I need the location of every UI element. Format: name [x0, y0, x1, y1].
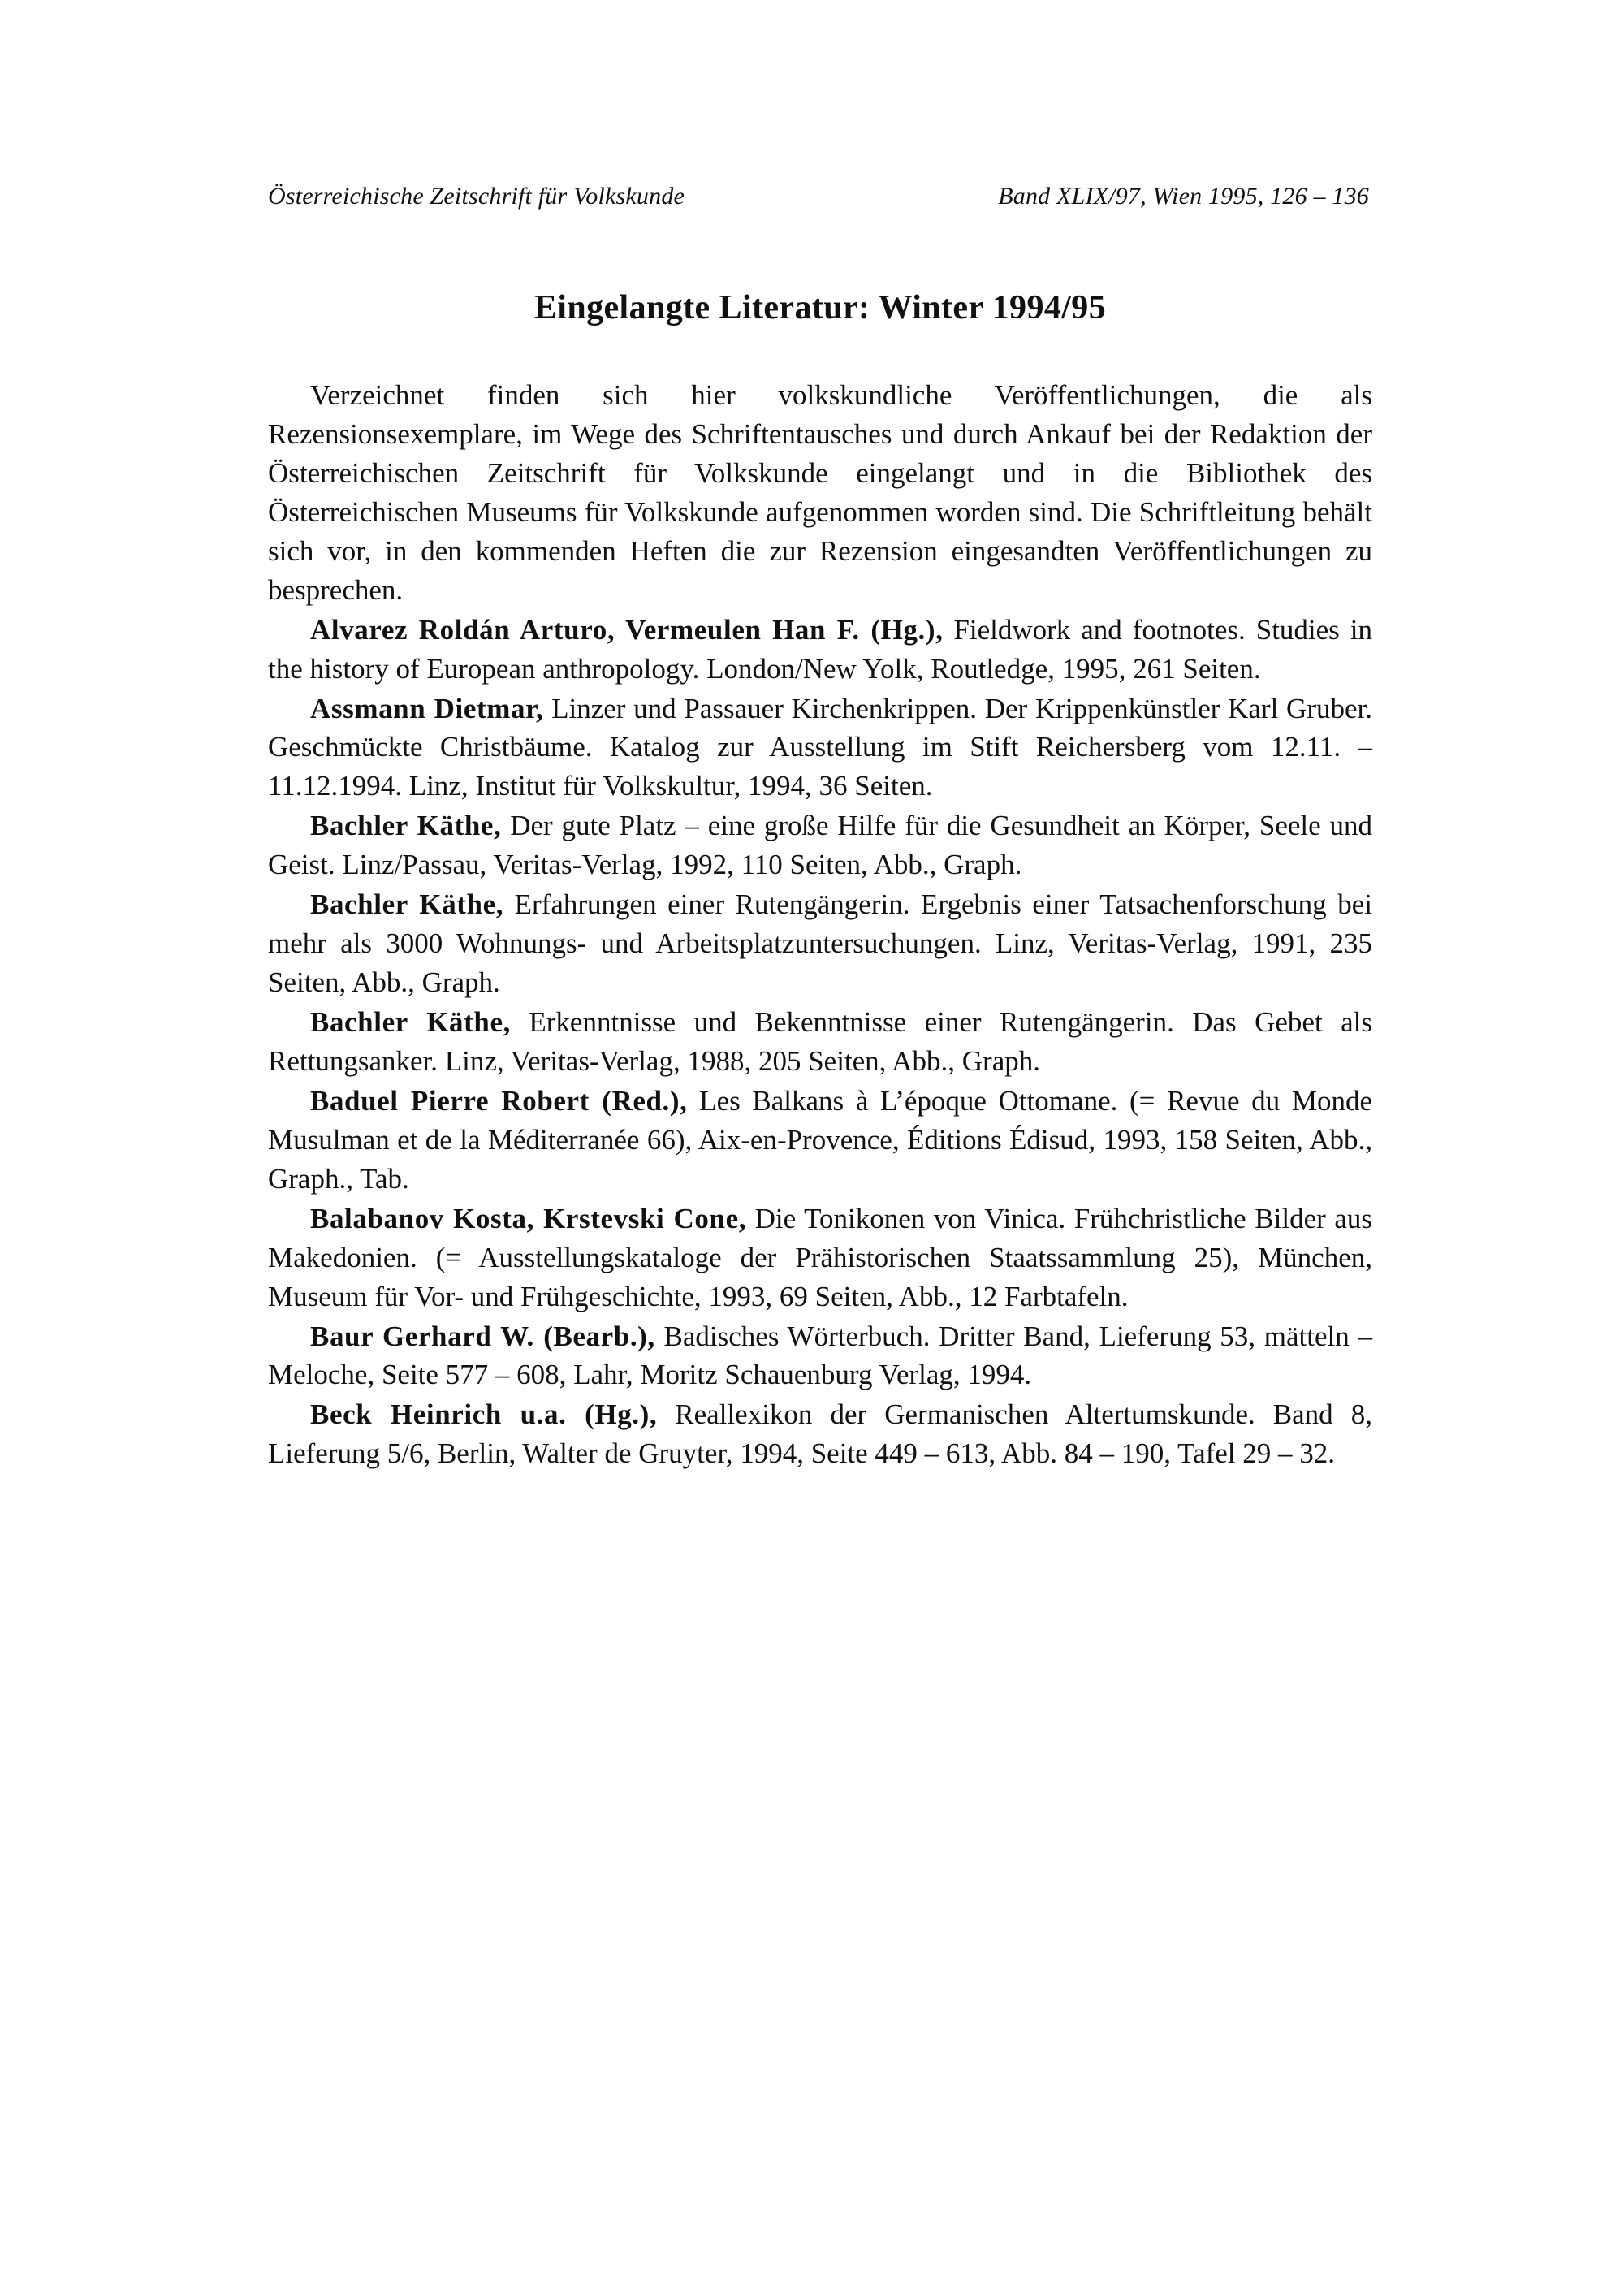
running-head-journal: Österreichische Zeitschrift für Volkskunde [268, 183, 685, 210]
page-title: Eingelangte Literatur: Winter 1994/95 [533, 289, 1107, 326]
entry-text: Badisches Wörterbuch. Dritter Band, Lieferung 53, mätteln – Meloche, Seite 577 – 608, Lahr, Moritz Schauenburg Verlag, 1994. [268, 1320, 1372, 1391]
entry-author: Assmann Dietmar, [310, 692, 544, 724]
entry-author: Bachler Käthe, [310, 888, 504, 921]
bibliography-entry [268, 885, 1372, 1002]
entry-text: Erfahrungen einer Rutengängerin. Ergebnis einer Tatsachenforschung bei mehr als 3000 Wohnungs- und Arbeitsplatzuntersuchungen. Linz, Veritas-Verlag, 1991, 235 Seiten, Abb., Graph. [268, 888, 1372, 999]
bibliography-entry [268, 1395, 1372, 1473]
bibliography-entry [268, 806, 1372, 884]
page-content [268, 183, 1372, 1473]
entry-author: Alvarez Roldán Arturo, Vermeulen Han F. (Hg.), [310, 613, 944, 646]
entry-author: Balabanov Kosta, Krstevski Cone, [310, 1202, 747, 1234]
entry-text: Fieldwork and footnotes. Studies in the history of European anthropology. London/New Yolk, Routledge, 1995, 261 Seiten. [268, 613, 1372, 685]
bibliography-entry [268, 1082, 1372, 1199]
entry-text: Die Tonikonen von Vinica. Frühchristliche Bilder aus Makedonien. (= Ausstellungskataloge der Prähistorischen Staatssammlung 25), München, Museum für Vor- und Frühgeschichte, 1993, 69 Seiten, Abb., 12 Farbtafeln. [268, 1202, 1372, 1312]
bibliography-entry [268, 689, 1372, 806]
bibliography-entry [268, 1317, 1372, 1395]
running-head-issue: Band XLIX/97, Wien 1995, 126 – 136 [998, 183, 1369, 210]
entry-author: Baur Gerhard W. (Bearb.), [310, 1320, 655, 1352]
entry-text: Reallexikon der Germanischen Altertumskunde. Band 8, Lieferung 5/6, Berlin, Walter de Gruyter, 1994, Seite 449 – 613, Abb. 84 – 190, Tafel 29 – 32. [268, 1398, 1372, 1470]
entry-author: Bachler Käthe, [310, 1006, 511, 1038]
entry-text: Linzer und Passauer Kirchenkrippen. Der Krippenkünstler Karl Gruber. Geschmückte Christbäume. Katalog zur Ausstellung im Stift Reichersberg vom 12.11. – 11.12.1994. Linz, Institut für Volkskultur, 1994, 36 Seiten. [268, 692, 1372, 802]
bibliography-list [268, 611, 1372, 1474]
running-head [268, 183, 1372, 210]
intro-paragraph: Verzeichnet finden sich hier volkskundliche Veröffentlichungen, die als Rezensionsexemplare, im Wege des Schriftentausches und durch Ankauf bei der Redaktion der Österreichischen Zeitschrift für Volkskunde eingelangt und in die Bibliothek des Österreichischen Museums für Volkskunde aufgenommen worden sind. Die Schriftleitung behält sich vor, in den kommenden Heften die zur Rezension eingesandten Veröffentlichungen zu besprechen. [268, 379, 1372, 606]
entry-text: Der gute Platz – eine große Hilfe für die Gesundheit an Körper, Seele und Geist. Linz/Passau, Veritas-Verlag, 1992, 110 Seiten, Abb., Graph. [268, 810, 1372, 881]
entry-author: Beck Heinrich u.a. (Hg.), [310, 1398, 658, 1431]
entry-author: Baduel Pierre Robert (Red.), [310, 1084, 688, 1117]
entry-text: Erkenntnisse und Bekenntnisse einer Rutengängerin. Das Gebet als Rettungsanker. Linz, Veritas-Verlag, 1988, 205 Seiten, Abb., Graph. [268, 1006, 1372, 1077]
bibliography-entry [268, 1003, 1372, 1081]
bibliography-entry [268, 1199, 1372, 1316]
entry-author: Bachler Käthe, [310, 810, 502, 842]
bibliography-entry [268, 611, 1372, 689]
entry-text: Les Balkans à L’époque Ottomane. (= Revue du Monde Musulman et de la Méditerranée 66), Aix-en-Provence, Éditions Édisud, 1993, 158 Seiten, Abb., Graph., Tab. [268, 1084, 1373, 1195]
